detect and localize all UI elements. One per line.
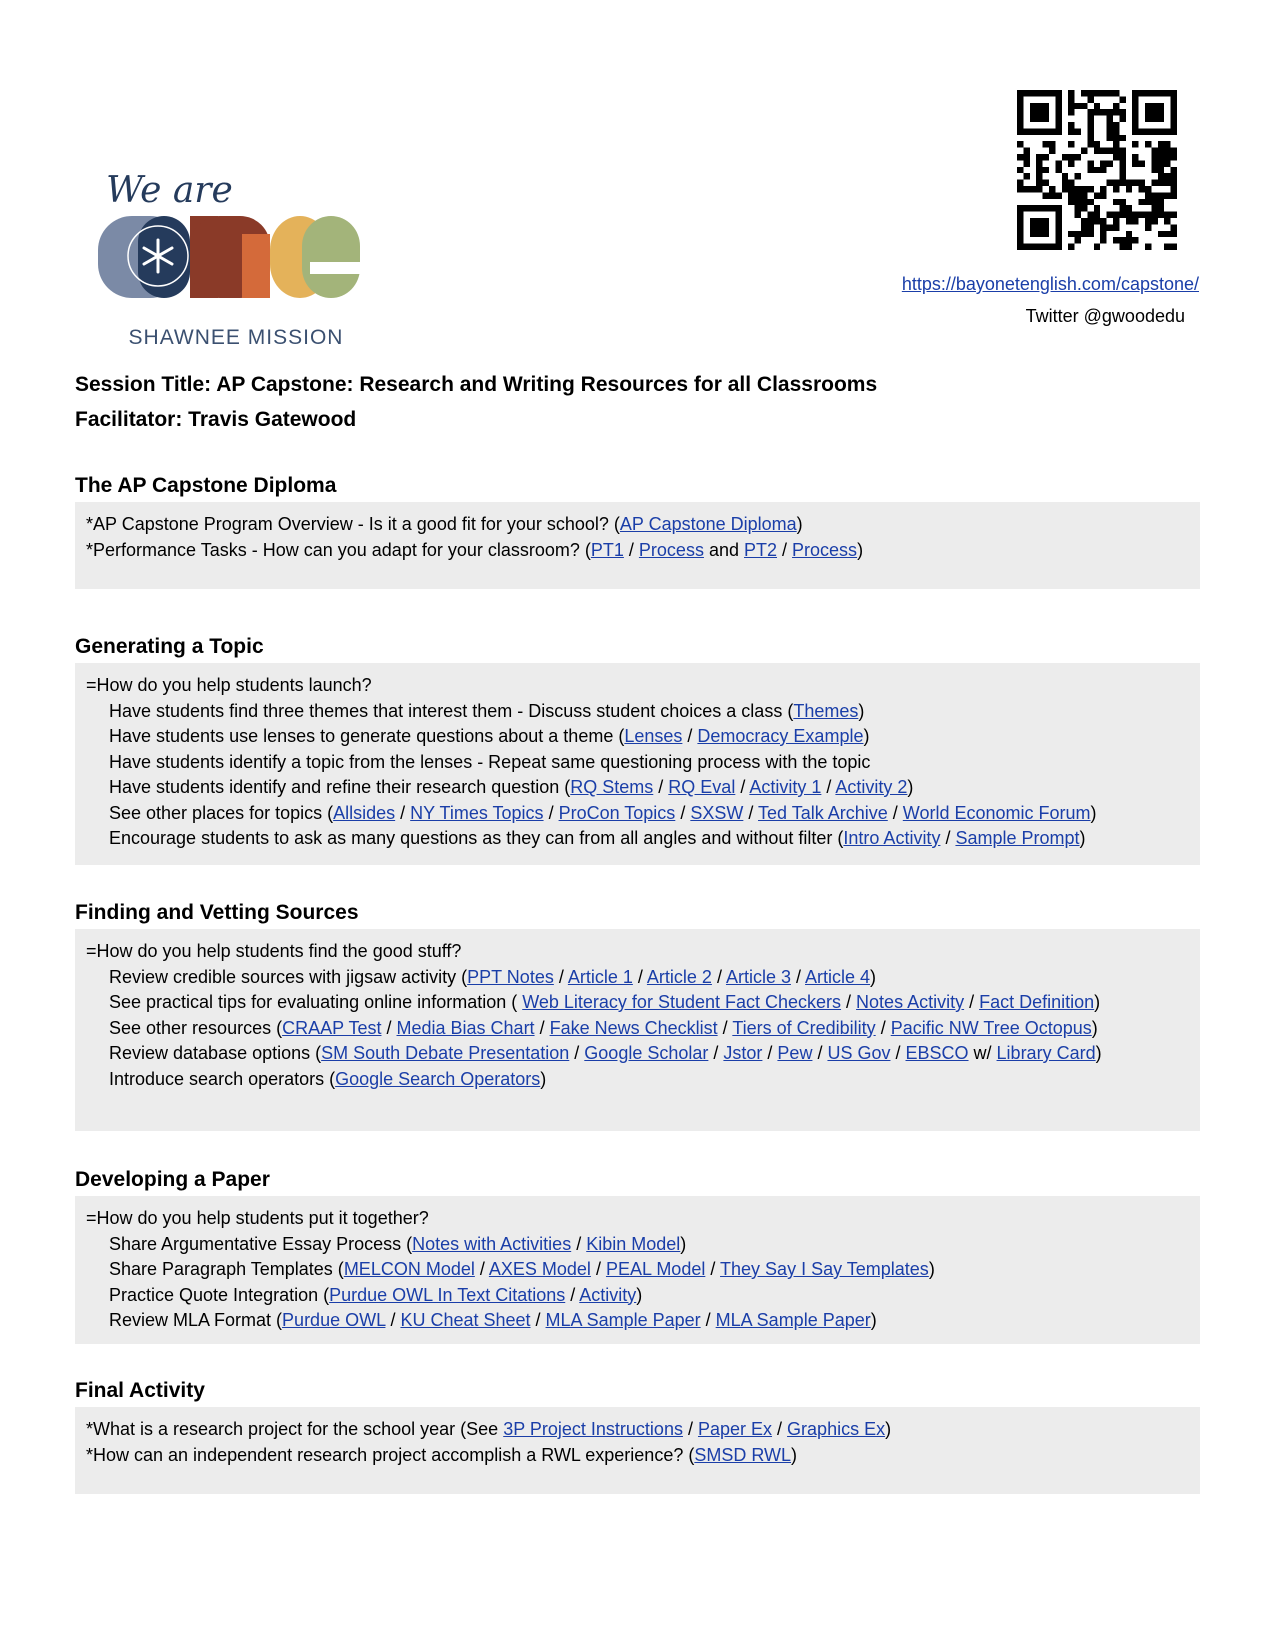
line-text: / — [682, 1419, 698, 1439]
resource-link[interactable]: MELCON Model — [343, 1259, 475, 1279]
line-text: / — [762, 1043, 778, 1063]
line-text: ) — [858, 700, 865, 721]
resource-link[interactable]: ProCon Topics — [558, 802, 676, 823]
line-text: / — [565, 1284, 580, 1305]
content-line — [86, 1308, 1189, 1334]
content-line — [86, 939, 1189, 965]
resource-link[interactable]: Process — [638, 539, 704, 560]
content-line — [86, 512, 1189, 538]
resource-link[interactable]: AXES Model — [488, 1259, 591, 1279]
content-line — [86, 1283, 1189, 1309]
resource-link[interactable]: Purdue OWL In Text Citations — [329, 1284, 566, 1305]
twitter-handle: Twitter @gwoodedu — [1025, 306, 1185, 326]
resource-link[interactable]: PPT Notes — [467, 966, 554, 987]
content-line — [86, 750, 1189, 776]
resource-link[interactable]: Themes — [793, 700, 859, 721]
resource-link[interactable]: Article 1 — [567, 966, 633, 987]
line-text: Introduce search operators ( — [109, 1068, 336, 1089]
section-box — [75, 502, 1200, 589]
content-line — [86, 1041, 1189, 1067]
line-text: ) — [791, 1444, 798, 1465]
line-text: / — [711, 966, 726, 987]
line-text: Have students identify a topic from the lenses - Repeat same questioning process with the topic — [109, 751, 871, 772]
line-text: ) — [857, 539, 864, 560]
resource-link[interactable]: 3P Project Instructions — [503, 1419, 683, 1439]
line-text: / — [553, 966, 568, 987]
section-final-activity — [75, 1374, 1200, 1494]
line-text: / — [708, 1043, 724, 1063]
line-text: ) — [1095, 1043, 1102, 1063]
resource-link[interactable]: Pew — [777, 1043, 813, 1063]
line-text: See other resources ( — [109, 1017, 283, 1038]
content-line — [86, 1016, 1189, 1042]
resource-link[interactable]: Notes with Activities — [412, 1233, 572, 1254]
section-box — [75, 1407, 1200, 1494]
resource-link[interactable]: Web Literacy for Student Fact Checkers — [522, 992, 842, 1012]
line-text: / — [590, 1259, 606, 1279]
resource-link[interactable]: Sample Prompt — [955, 828, 1080, 848]
capstone-website-link[interactable]: https://bayonetenglish.com/capstone/ — [901, 274, 1199, 294]
line-text: Have students find three themes that interest them - Discuss student choices a class ( — [109, 700, 794, 721]
section-generating-a-topic — [75, 630, 1200, 865]
line-text: / — [812, 1043, 828, 1063]
resource-link[interactable]: Fake News Checklist — [549, 1017, 718, 1038]
line-text: / — [890, 1043, 906, 1063]
content-line — [86, 801, 1189, 827]
line-text: ) — [1090, 802, 1097, 823]
line-text: Encourage students to ask as many questions as they can from all angles and without filter ( — [109, 828, 844, 848]
line-text: and — [703, 539, 744, 560]
resource-link[interactable]: Lenses — [624, 726, 683, 746]
resource-link[interactable]: AP Capstone Diploma — [619, 514, 797, 534]
line-text: ) — [1079, 828, 1086, 848]
line-text: =How do you help students put it together? — [86, 1208, 429, 1228]
session-info — [75, 367, 877, 437]
resource-link[interactable]: Article 4 — [805, 966, 871, 987]
line-text: See practical tips for evaluating online information ( — [109, 992, 523, 1012]
line-text: ) — [1094, 992, 1101, 1012]
line-text: *What is a research project for the school year (See — [86, 1419, 504, 1439]
line-text: / — [940, 828, 956, 848]
logo-e-right — [302, 216, 360, 298]
line-text: / — [395, 802, 411, 823]
line-text: =How do you help students find the good stuff? — [86, 941, 462, 961]
line-text: / — [474, 1259, 489, 1279]
content-line — [86, 724, 1189, 750]
line-text: / — [385, 1310, 401, 1330]
line-text: / — [543, 802, 559, 823]
resource-link[interactable]: Article 3 — [725, 966, 791, 987]
line-text: ) — [870, 966, 877, 987]
line-text: ) — [636, 1284, 643, 1305]
line-text: Review database options ( — [109, 1043, 322, 1063]
line-text: / — [569, 1043, 585, 1063]
logo-district: SHAWNEE MISSION — [128, 326, 344, 349]
line-text: / — [743, 802, 759, 823]
resource-link[interactable]: US Gov — [827, 1043, 891, 1063]
line-text: *AP Capstone Program Overview - Is it a good fit for your school? ( — [86, 514, 620, 534]
line-text: *Performance Tasks - How can you adapt for your classroom? ( — [86, 539, 591, 560]
line-text: / — [700, 1310, 716, 1330]
line-text: Review MLA Format ( — [109, 1310, 283, 1330]
resource-link[interactable]: World Economic Forum — [902, 802, 1091, 823]
resource-link[interactable]: Notes Activity — [856, 992, 965, 1012]
resource-link[interactable]: MLA Sample Paper — [715, 1310, 871, 1330]
line-text: / — [682, 726, 698, 746]
resource-link[interactable]: Activity 1 — [749, 777, 822, 797]
line-text: / — [875, 1017, 891, 1038]
shawnee-mission-logo — [96, 164, 376, 354]
section-developing-a-paper — [75, 1163, 1200, 1344]
resource-link[interactable]: PT2 — [744, 539, 778, 560]
content-line — [86, 1232, 1189, 1258]
line-text: / — [705, 1259, 721, 1279]
resource-link[interactable]: Pacific NW Tree Octopus — [890, 1017, 1092, 1038]
resource-link[interactable]: Jstor — [723, 1043, 763, 1063]
line-text: / — [735, 777, 750, 797]
line-text: Review credible sources with jigsaw activity ( — [109, 966, 468, 987]
section-heading: Generating a Topic — [75, 635, 264, 658]
resource-link[interactable]: Article 2 — [646, 966, 712, 987]
line-text: / — [717, 1017, 733, 1038]
line-text: Have students use lenses to generate questions about a theme ( — [109, 726, 625, 746]
logo-tagline: We are — [106, 170, 233, 211]
content-line — [86, 965, 1189, 991]
line-text: ) — [796, 514, 803, 534]
line-text: ) — [928, 1259, 935, 1279]
section-finding-and-vetting-sources — [75, 896, 1200, 1131]
content-line — [86, 1206, 1189, 1232]
line-text: / — [381, 1017, 397, 1038]
line-text: / — [534, 1017, 550, 1038]
line-text: ) — [540, 1068, 547, 1089]
section-ap-capstone-diploma — [75, 469, 1200, 589]
line-text: Have students identify and refine their research question ( — [109, 777, 571, 797]
resource-link[interactable]: PT1 — [590, 539, 624, 560]
line-text: ) — [907, 777, 914, 797]
resource-link[interactable]: Activity — [579, 1284, 637, 1305]
content-line — [86, 1443, 1189, 1469]
resource-link[interactable]: Fact Definition — [979, 992, 1095, 1012]
resource-link[interactable]: Purdue OWL — [282, 1310, 386, 1330]
line-text: w/ — [968, 1043, 997, 1063]
resource-link[interactable]: Google Search Operators — [335, 1068, 541, 1089]
resource-link[interactable]: Intro Activity — [843, 828, 941, 848]
resource-link[interactable]: They Say I Say Templates — [720, 1259, 929, 1279]
content-line — [86, 775, 1189, 801]
line-text: / — [887, 802, 903, 823]
line-text: Share Argumentative Essay Process ( — [109, 1233, 413, 1254]
facilitator: Facilitator: Travis Gatewood — [75, 408, 357, 431]
content-line — [86, 1417, 1189, 1443]
line-text: ) — [680, 1233, 687, 1254]
section-heading: Final Activity — [75, 1379, 205, 1402]
line-text: / — [653, 777, 669, 797]
resource-link[interactable]: Kibin Model — [586, 1233, 681, 1254]
resource-link[interactable]: Allsides — [333, 802, 396, 823]
session-title: Session Title: AP Capstone: Research and Writing Resources for all Classrooms — [75, 373, 878, 396]
line-text: Share Paragraph Templates ( — [109, 1259, 344, 1279]
line-text: / — [530, 1310, 546, 1330]
line-text: See other places for topics ( — [109, 802, 334, 823]
line-text: / — [632, 966, 647, 987]
resource-link[interactable]: Process — [792, 539, 858, 560]
section-box — [75, 663, 1200, 865]
line-text: / — [964, 992, 980, 1012]
logo-n-right — [242, 234, 270, 298]
content-line — [86, 1257, 1189, 1283]
line-text: ) — [870, 1310, 877, 1330]
resource-link[interactable]: Activity 2 — [835, 777, 908, 797]
resource-link[interactable]: SM South Debate Presentation — [321, 1043, 570, 1063]
resource-link[interactable]: Tiers of Credibility — [732, 1017, 876, 1038]
resource-link[interactable]: Paper Ex — [697, 1419, 773, 1439]
content-line — [86, 990, 1189, 1016]
resource-link[interactable]: NY Times Topics — [410, 802, 544, 823]
section-heading: Developing a Paper — [75, 1168, 270, 1191]
resource-link[interactable]: KU Cheat Sheet — [400, 1310, 531, 1330]
content-line — [86, 826, 1189, 852]
line-text: Practice Quote Integration ( — [109, 1284, 330, 1305]
logo-e-gap — [310, 262, 360, 274]
line-text: / — [790, 966, 805, 987]
content-line — [86, 538, 1189, 564]
line-text: ) — [863, 726, 870, 746]
resource-link[interactable]: Google Scholar — [584, 1043, 709, 1063]
resource-link[interactable]: RQ Stems — [570, 777, 654, 797]
line-text: =How do you help students launch? — [86, 675, 372, 695]
line-text: / — [623, 539, 639, 560]
resource-link[interactable]: Library Card — [996, 1043, 1096, 1063]
section-box — [75, 929, 1200, 1131]
resource-link[interactable]: Ted Talk Archive — [758, 802, 888, 823]
resource-link[interactable]: PEAL Model — [605, 1259, 706, 1279]
resource-link[interactable]: Democracy Example — [697, 726, 864, 746]
content-line — [86, 1067, 1189, 1093]
line-text: / — [675, 802, 691, 823]
resource-link[interactable]: RQ Eval — [668, 777, 736, 797]
content-line — [86, 699, 1189, 725]
section-box — [75, 1196, 1200, 1344]
qr-code[interactable] — [1017, 90, 1177, 250]
resource-link[interactable]: SXSW — [690, 802, 744, 823]
line-text: / — [571, 1233, 587, 1254]
line-text: *How can an independent research project accomplish a RWL experience? ( — [86, 1444, 695, 1465]
resource-link[interactable]: MLA Sample Paper — [545, 1310, 701, 1330]
content-line — [86, 673, 1189, 699]
line-text: ) — [1091, 1017, 1098, 1038]
line-text: / — [777, 539, 793, 560]
resource-link[interactable]: CRAAP Test — [282, 1017, 382, 1038]
line-text: / — [821, 777, 836, 797]
resource-link[interactable]: Graphics Ex — [787, 1419, 886, 1439]
line-text: / — [841, 992, 857, 1012]
section-heading: The AP Capstone Diploma — [75, 474, 337, 497]
line-text: ) — [885, 1419, 892, 1439]
resource-link[interactable]: EBSCO — [905, 1043, 969, 1063]
section-heading: Finding and Vetting Sources — [75, 901, 359, 924]
resource-link[interactable]: SMSD RWL — [694, 1444, 792, 1465]
resource-link[interactable]: Media Bias Chart — [396, 1017, 535, 1038]
line-text: / — [772, 1419, 788, 1439]
